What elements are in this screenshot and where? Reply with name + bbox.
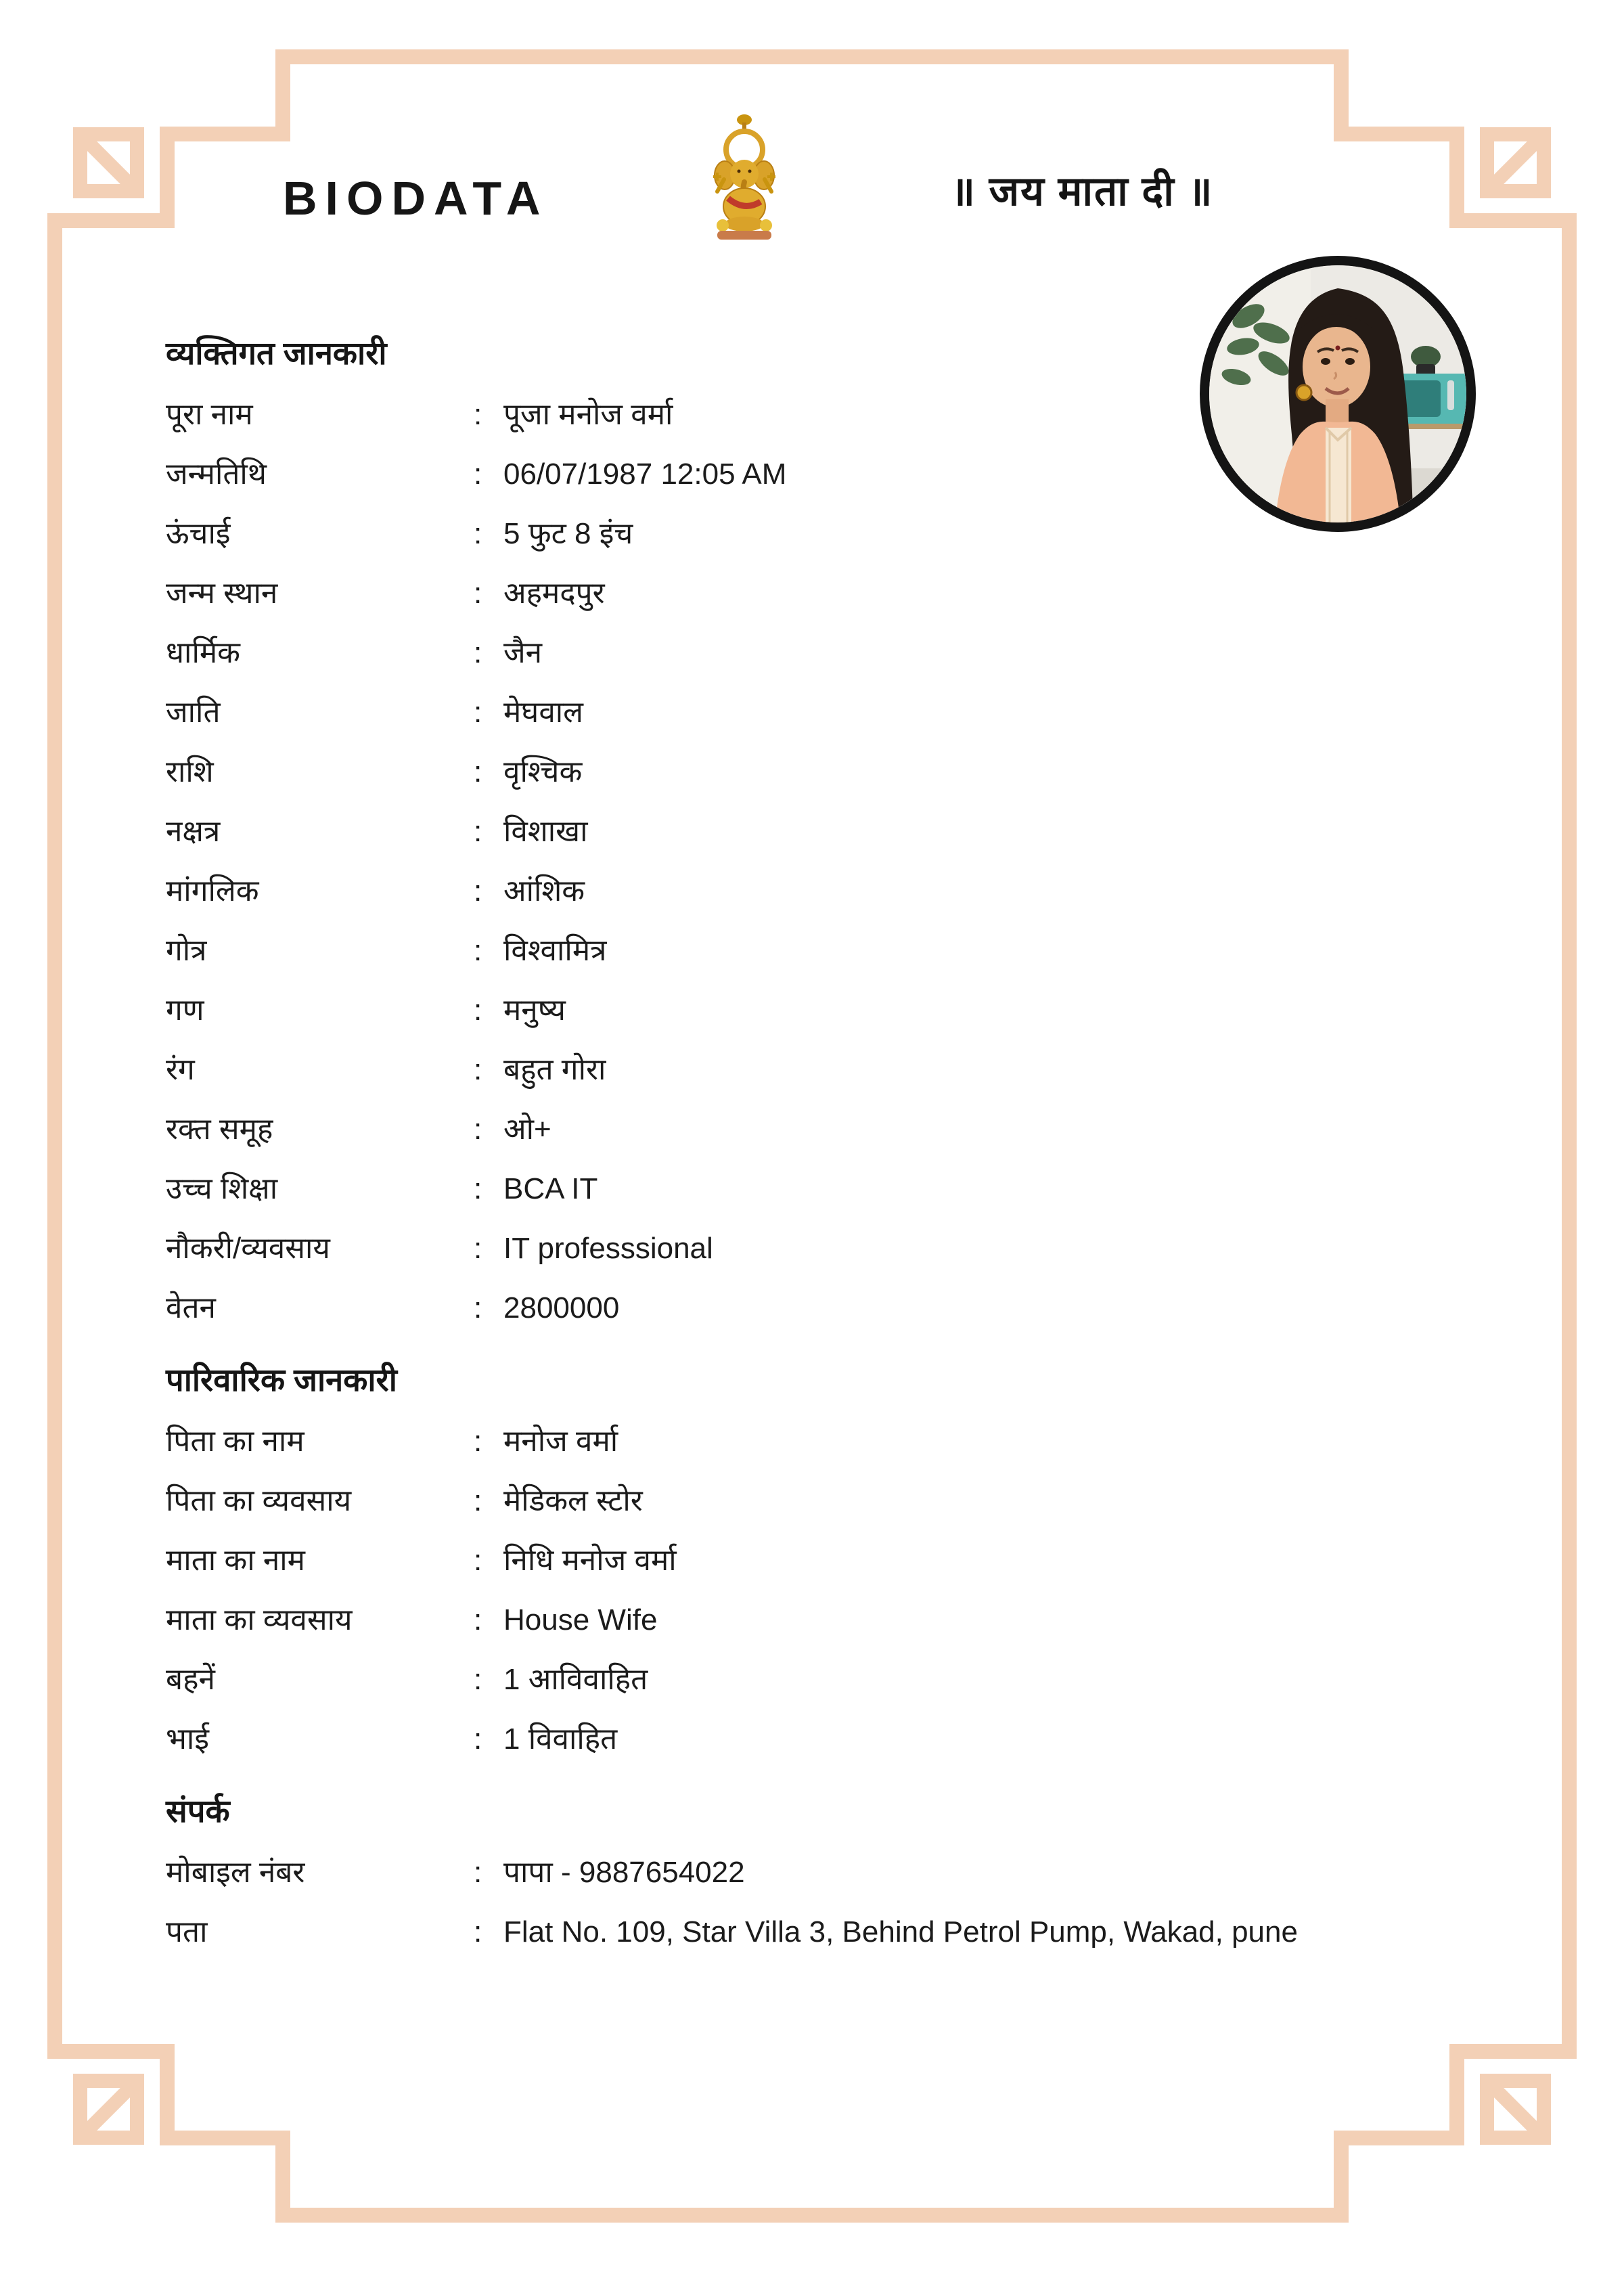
field-value: बहुत गोरा [503, 1052, 606, 1086]
corner-ornament-icon [1480, 2074, 1551, 2145]
field-label: ऊंचाई [166, 516, 231, 550]
field-label: मोबाइल नंबर [166, 1855, 305, 1889]
field-value: 2800000 [503, 1291, 620, 1324]
corner-ornament-icon [73, 2074, 144, 2145]
info-row [166, 623, 1353, 683]
field-label: भाई [166, 1722, 209, 1756]
colon-separator: : [474, 933, 482, 967]
section-family [166, 1356, 1353, 1769]
field-label: जाति [166, 695, 221, 729]
section-heading: संपर्क [166, 1792, 230, 1829]
ganesha-idol-icon [690, 112, 798, 247]
info-row [166, 862, 1353, 921]
field-label: माता का व्यवसाय [166, 1603, 353, 1636]
field-label: जन्मतिथि [166, 457, 267, 491]
info-row [166, 1590, 1353, 1650]
colon-separator: : [474, 1662, 482, 1696]
frame-corner-step [1334, 2131, 1464, 2145]
field-value: जैन [503, 636, 543, 669]
info-row [166, 385, 1353, 445]
field-value: 1 आविवाहित [503, 1662, 648, 1696]
colon-separator: : [474, 1231, 482, 1265]
field-label: गण [166, 993, 204, 1027]
frame-corner-step [1334, 127, 1464, 141]
colon-separator: : [474, 993, 482, 1027]
blessing-text: ॥ जय माता दी ॥ [951, 169, 1214, 214]
field-value: निधि मनोज वर्मा [503, 1543, 677, 1577]
field-label: बहनें [166, 1662, 215, 1696]
colon-separator: : [474, 1484, 482, 1517]
field-label: पूरा नाम [166, 397, 253, 431]
colon-separator: : [474, 1291, 482, 1324]
colon-separator: : [474, 1424, 482, 1458]
field-value: मनुष्य [503, 993, 566, 1027]
field-label: रंग [166, 1052, 195, 1086]
info-row [166, 1650, 1353, 1710]
frame-right-bar [1562, 213, 1577, 2059]
info-row [166, 1159, 1353, 1219]
info-row [166, 742, 1353, 802]
info-row [166, 1219, 1353, 1278]
page-title: BIODATA [283, 172, 549, 225]
frame-bottom-bar [290, 2208, 1334, 2223]
field-label: रक्त समूह [166, 1112, 273, 1146]
info-row [166, 802, 1353, 862]
frame-corner-step [47, 213, 175, 228]
corner-ornament-icon [1480, 127, 1551, 198]
info-row [166, 564, 1353, 623]
colon-separator: : [474, 457, 482, 491]
colon-separator: : [474, 1112, 482, 1146]
colon-separator: : [474, 1722, 482, 1756]
info-row [166, 981, 1353, 1040]
colon-separator: : [474, 576, 482, 610]
frame-corner-step [47, 2044, 175, 2059]
field-value: विश्वामित्र [503, 933, 607, 967]
field-value: पापा - 9887654022 [503, 1855, 745, 1889]
colon-separator: : [474, 814, 482, 848]
colon-separator: : [474, 397, 482, 431]
colon-separator: : [474, 755, 482, 788]
field-label: माता का नाम [166, 1543, 305, 1577]
info-row [166, 1843, 1353, 1902]
info-row [166, 445, 1353, 504]
field-label: गोत्र [166, 933, 207, 967]
colon-separator: : [474, 1855, 482, 1889]
field-value: विशाखा [503, 814, 588, 848]
field-value: 1 विवाहित [503, 1722, 618, 1756]
field-value: मेडिकल स्टोर [503, 1484, 643, 1517]
field-value: House Wife [503, 1603, 658, 1636]
colon-separator: : [474, 1603, 482, 1636]
frame-left-bar [47, 213, 62, 2059]
field-label: नक्षत्र [166, 814, 221, 848]
section-contact [166, 1787, 1353, 1962]
info-row [166, 1412, 1353, 1471]
info-row [166, 1531, 1353, 1590]
section-personal [166, 329, 1353, 1338]
info-row [166, 1710, 1353, 1769]
info-row [166, 1040, 1353, 1100]
info-row [166, 504, 1353, 564]
info-row [166, 1278, 1353, 1338]
frame-top-bar [290, 49, 1334, 64]
field-label: उच्च शिक्षा [166, 1172, 278, 1205]
info-row [166, 1471, 1353, 1531]
field-label: मांगलिक [166, 874, 259, 908]
field-label: जन्म स्थान [166, 576, 278, 610]
field-value: पूजा मनोज वर्मा [503, 397, 673, 431]
info-row [166, 1902, 1353, 1962]
field-value: मेघवाल [503, 695, 584, 729]
field-value: 5 फुट 8 इंच [503, 516, 633, 550]
colon-separator: : [474, 1052, 482, 1086]
colon-separator: : [474, 636, 482, 669]
info-row [166, 1100, 1353, 1159]
field-value: मनोज वर्मा [503, 1424, 618, 1458]
colon-separator: : [474, 1543, 482, 1577]
field-label: पिता का व्यवसाय [166, 1484, 352, 1517]
section-heading: पारिवारिक जानकारी [166, 1361, 397, 1398]
field-value: ओ+ [503, 1112, 551, 1146]
colon-separator: : [474, 874, 482, 908]
field-label: पता [166, 1915, 208, 1948]
frame-corner-step [1449, 2044, 1577, 2059]
frame-corner-step [160, 127, 290, 141]
field-value: IT professsional [503, 1231, 713, 1265]
biodata-content [166, 329, 1353, 1962]
field-value: वृश्चिक [503, 755, 583, 788]
frame-corner-step [160, 2131, 290, 2145]
frame-corner-step [1449, 2044, 1464, 2145]
section-heading: व्यक्तिगत जानकारी [166, 335, 387, 371]
field-label: वेतन [166, 1291, 216, 1324]
corner-ornament-icon [73, 127, 144, 198]
field-value: अहमदपुर [503, 576, 605, 610]
field-label: धार्मिक [166, 636, 240, 669]
colon-separator: : [474, 1172, 482, 1205]
info-row [166, 683, 1353, 742]
field-label: राशि [166, 755, 214, 788]
field-label: पिता का नाम [166, 1424, 304, 1458]
colon-separator: : [474, 1915, 482, 1948]
field-value: BCA IT [503, 1172, 598, 1205]
field-value: आंशिक [503, 874, 585, 908]
field-value: Flat No. 109, Star Villa 3, Behind Petrol Pump, Wakad, pune [503, 1915, 1298, 1948]
frame-corner-step [1449, 213, 1577, 228]
colon-separator: : [474, 695, 482, 729]
frame-corner-step [160, 2044, 175, 2145]
colon-separator: : [474, 516, 482, 550]
field-label: नौकरी/व्यवसाय [166, 1231, 330, 1265]
field-value: 06/07/1987 12:05 AM [503, 457, 787, 491]
info-row [166, 921, 1353, 981]
